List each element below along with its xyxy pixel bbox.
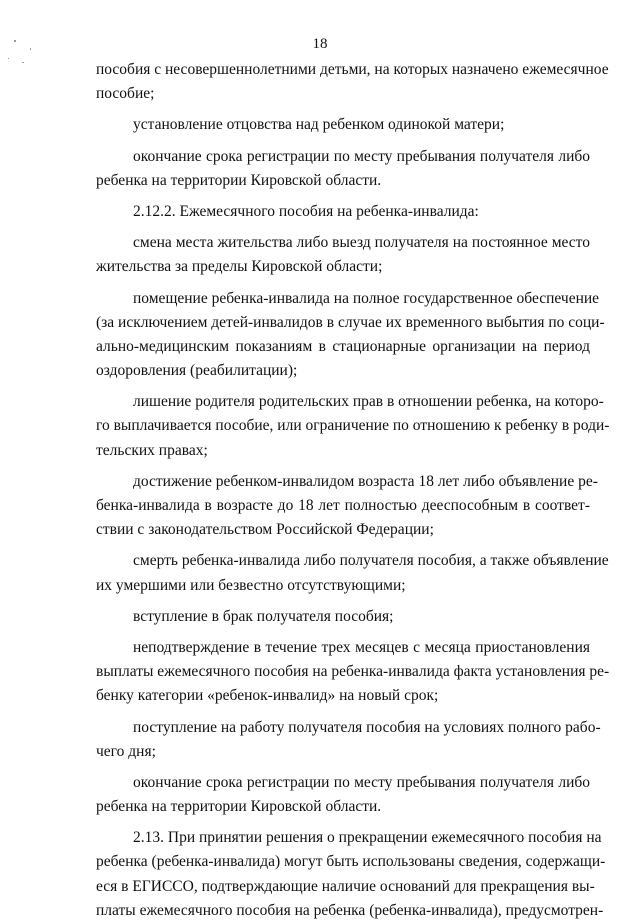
text-line: жительства за пределы Кировской области; (96, 258, 383, 276)
scan-speck (8, 58, 9, 59)
text-line: чего дня; (96, 742, 156, 760)
page-number: 18 (312, 36, 328, 52)
text-line: лишение родителя родительских прав в отношении ребенка, на которо- (133, 393, 604, 411)
text-line: ребенка (ребенка-инвалида) могут быть использованы сведения, содержащи- (96, 853, 606, 871)
text-line: окончание срока регистрации по месту пребывания получателя либо (133, 147, 590, 165)
text-line: 2.13. При принятии решения о прекращении ежемесячного пособия на (133, 829, 602, 847)
text-line: поступление на работу получателя пособия на условиях полного рабо- (133, 718, 601, 736)
text-line: пособие; (96, 85, 155, 103)
text-line: достижение ребенком-инвалидом возраста 18 лет либо объявление ре- (133, 472, 598, 490)
text-line: тельских правах; (96, 441, 208, 459)
text-line: оздоровления (реабилитации); (96, 362, 298, 380)
section-heading: 2.12.2. Ежемесячного пособия на ребенка-инвалида: (133, 202, 479, 220)
text-line: ствии с законодательством Российской Федерации; (96, 521, 434, 539)
text-line: вступление в брак получателя пособия; (133, 607, 394, 625)
text-line: ребенка на территории Кировской области. (96, 171, 382, 189)
text-line: их умершими или безвестно отсутствующими; (96, 576, 406, 594)
text-line: смерть ребенка-инвалида либо получателя пособия, а также объявление (133, 552, 609, 570)
text-line: бенка-инвалида в возрасте до 18 лет полностью дееспособным в соответ- (96, 497, 590, 514)
text-line: пособия с несовершеннолетними детьми, на которых назначено ежемесячное (96, 61, 609, 78)
text-line: го выплачивается пособие, или ограничение по отношению к ребенку в роди- (96, 417, 610, 435)
text-line: ребенка на территории Кировской области. (96, 798, 382, 816)
text-line: выплаты ежемесячного пособия на ребенка-инвалида факта установления ре- (96, 663, 610, 681)
text-line: (за исключением детей-инвалидов в случае их временного выбытия по соци- (96, 313, 605, 331)
text-line: окончание срока регистрации по месту пребывания получателя либо (133, 773, 590, 791)
scan-speck (22, 62, 24, 63)
text-line: еся в ЕГИССО, подтверждающие наличие оснований для прекращения вы- (96, 877, 595, 895)
text-line: бенку категории «ребенок-инвалид» на новый срок; (96, 687, 439, 705)
document-body (96, 58, 610, 923)
text-line: платы ежемесячного пособия на ребенка (ребенка-инвалида), предусмотрен- (96, 901, 604, 919)
text-line: ально-медицинским показаниям в стационарные организации на период (96, 337, 590, 355)
text-line: неподтверждение в течение трех месяцев с месяца приостановления (133, 638, 590, 656)
text-line: смена места жительства либо выезд получателя на постоянное место (133, 234, 590, 252)
scan-speck (30, 48, 31, 50)
scan-speck (14, 40, 16, 42)
text-line: установление отцовства над ребенком одинокой матери; (133, 116, 505, 134)
text-line: помещение ребенка-инвалида на полное государственное обеспечение (133, 289, 600, 307)
